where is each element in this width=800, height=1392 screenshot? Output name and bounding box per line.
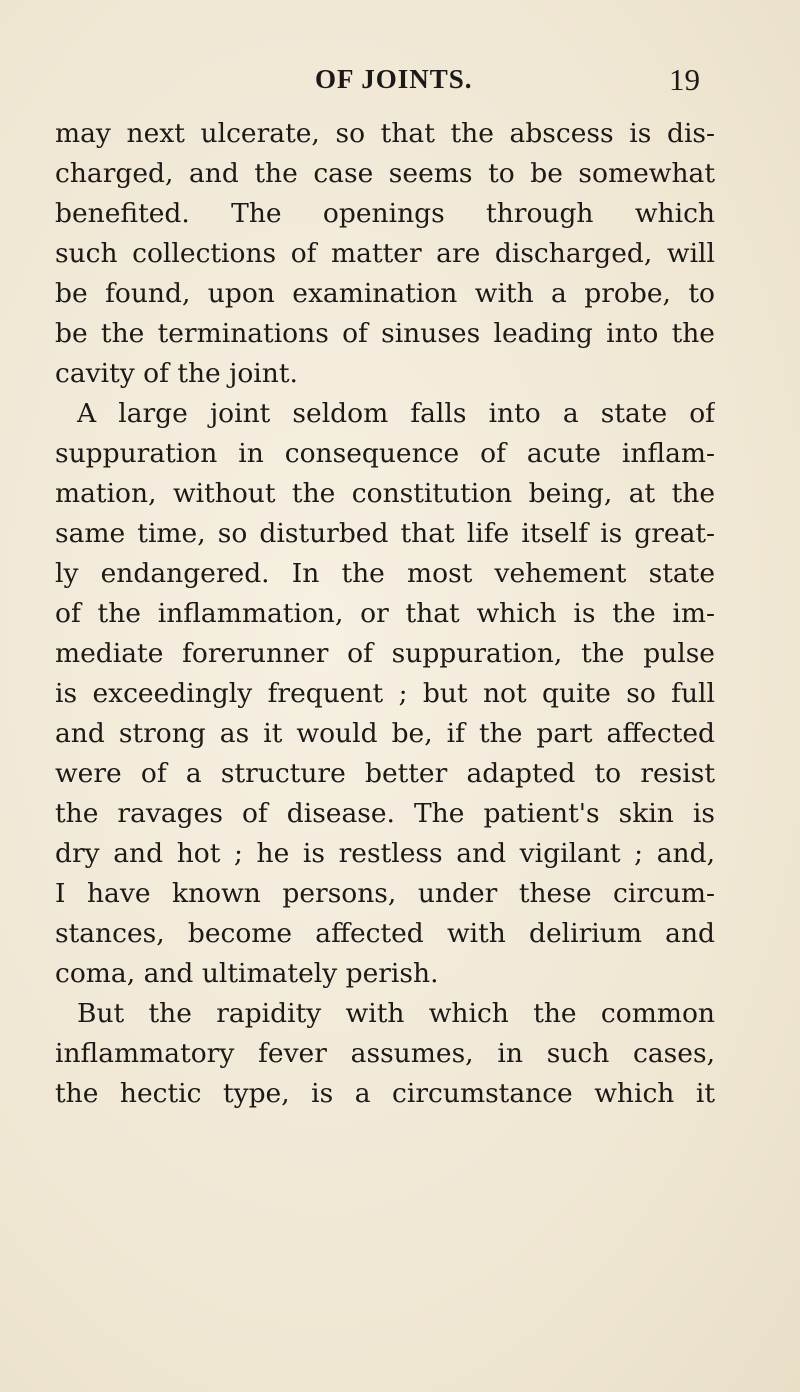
page-number: 19 [669,62,700,97]
text-line: cavity of the joint. [55,358,298,389]
text-line: benefited. The openings through which [55,198,715,229]
text-line: stances, become affected with delirium and [55,918,715,949]
text-line: I have known persons, under these circum- [55,878,715,909]
running-head [60,64,700,104]
text-line: were of a structure better adapted to resist [55,758,715,789]
text-line: and strong as it would be, if the part affected [55,718,715,749]
text-line: same time, so disturbed that life itself is great- [55,518,715,549]
text-line: may next ulcerate, so that the abscess is dis- [55,118,715,149]
text-line: is exceedingly frequent ; but not quite so full [55,678,715,709]
text-line: charged, and the case seems to be somewhat [55,158,715,189]
text-line: such collections of matter are discharged, will [55,238,715,269]
text-line: be the terminations of sinuses leading into the [55,318,715,349]
text-line: coma, and ultimately perish. [55,958,439,989]
text-line: suppuration in consequence of acute inflam- [55,438,715,469]
running-head-title: OF JOINTS. [315,64,473,94]
text-line: inflammatory fever assumes, in such cases, [55,1038,715,1069]
text-line: mediate forerunner of suppuration, the pulse [55,638,715,669]
text-line: the ravages of disease. The patient's skin is [55,798,715,829]
text-line: be found, upon examination with a probe, to [55,278,715,309]
text-line: mation, without the constitution being, at the [55,478,715,509]
text-line: A large joint seldom falls into a state of [77,398,715,429]
text-line: ly endangered. In the most vehement state [55,558,715,589]
text-line: of the inflammation, or that which is the im- [55,598,715,629]
text-line: But the rapidity with which the common [77,998,715,1029]
text-line: dry and hot ; he is restless and vigilant ; and, [55,838,715,869]
text-line: the hectic type, is a circumstance which it [55,1078,715,1109]
body-text [55,114,715,1114]
